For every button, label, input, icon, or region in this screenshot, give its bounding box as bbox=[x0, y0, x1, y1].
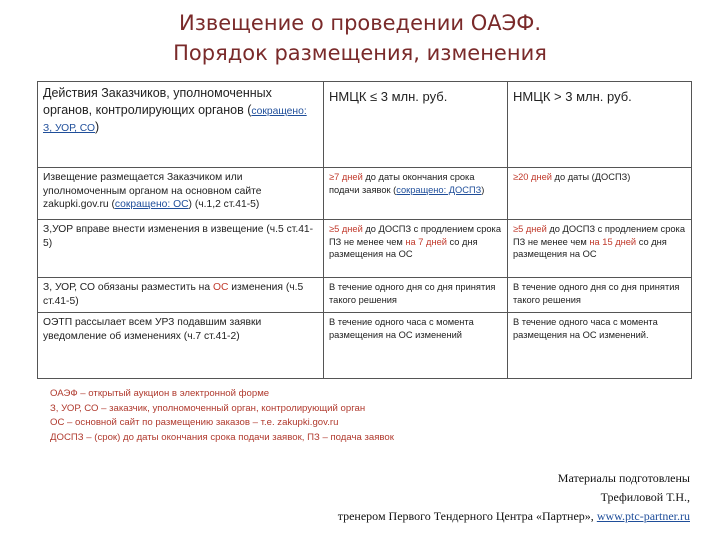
table-row bbox=[38, 278, 692, 313]
credits bbox=[338, 469, 690, 526]
table-row bbox=[38, 313, 692, 379]
note-line: ДОСПЗ – (срок) до даты окончания срока подачи заявок, ПЗ – подача заявок bbox=[50, 431, 394, 443]
note-line: З, УОР, СО – заказчик, уполномоченный орган, контролирующий орган bbox=[50, 402, 366, 414]
note-line: ОС – основной сайт по размещению заказов – т.е. zakupki.gov.ru bbox=[50, 417, 339, 429]
title-line-2: Порядок размещения, изменения bbox=[173, 41, 547, 65]
note-line: ОАЭФ – открытый аукцион в электронной форме bbox=[50, 388, 270, 399]
header-nmck-le-3: НМЦК ≤ 3 млн. руб. bbox=[324, 82, 508, 168]
credits-line-2: Трефиловой Т.Н., bbox=[600, 490, 690, 504]
row3-gt3: В течение одного дня со дня принятия такого решения bbox=[508, 278, 692, 313]
abbr-os: сокращено: ОС bbox=[114, 199, 189, 210]
row1-gt3: ≥20 дней до даты (ДОСПЗ) bbox=[508, 168, 692, 220]
page-title bbox=[0, 8, 720, 68]
credits-line-3: тренером Первого Тендерного Центра «Партнер», www.ptc-partner.ru bbox=[337, 509, 690, 523]
row2-gt3: ≥5 дней до ДОСПЗ с продлением срока ПЗ не менее чем на 15 дней со дня размещения на ОС bbox=[508, 220, 692, 278]
row4-action: ОЭТП рассылает всем УРЗ подавшим заявки уведомление об изменениях (ч.7 ст.41-2) bbox=[38, 313, 324, 379]
row4-le3: В течение одного часа с момента размещения на ОС изменений bbox=[324, 313, 508, 379]
partner-site-link[interactable]: www.ptc-partner.ru bbox=[596, 509, 690, 523]
table-row bbox=[38, 220, 692, 278]
row3-le3: В течение одного дня со дня принятия такого решения bbox=[324, 278, 508, 313]
table-row bbox=[38, 168, 692, 220]
row3-action: З, УОР, СО обязаны разместить на ОС изменения (ч.5 ст.41-5) bbox=[38, 278, 324, 313]
row2-le3: ≥5 дней до ДОСПЗ с продлением срока ПЗ не менее чем на 7 дней со дня размещения на ОС bbox=[324, 220, 508, 278]
row4-gt3: В течение одного часа с момента размещения на ОС изменений. bbox=[508, 313, 692, 379]
credits-line-1: Материалы подготовлены bbox=[557, 471, 690, 485]
row2-action: З,УОР вправе внести изменения в извещение (ч.5 ст.41-5) bbox=[38, 220, 324, 278]
row1-le3: ≥7 дней до даты окончания срока подачи заявок (сокращено: ДОСПЗ) bbox=[324, 168, 508, 220]
procedure-table bbox=[37, 81, 692, 379]
abbreviation-notes bbox=[50, 387, 394, 445]
header-abbr: сокращено: З, УОР, СО bbox=[43, 106, 307, 134]
row1-action: Извещение размещается Заказчиком или уполномоченным органом на основном сайте zakupki.gov.ru (сокращено: ОС) (ч.1,2 ст.41-5) bbox=[38, 168, 324, 220]
header-nmck-gt-3: НМЦК > 3 млн. руб. bbox=[508, 82, 692, 168]
title-line-1: Извещение о проведении ОАЭФ. bbox=[178, 11, 542, 35]
abbr-dospz: сокращено: ДОСПЗ bbox=[396, 184, 482, 195]
header-actions: Действия Заказчиков, уполномоченных органов, контролирующих органов (сокращено: З, УОР, СО) bbox=[38, 82, 324, 168]
table-header-row bbox=[38, 82, 692, 168]
